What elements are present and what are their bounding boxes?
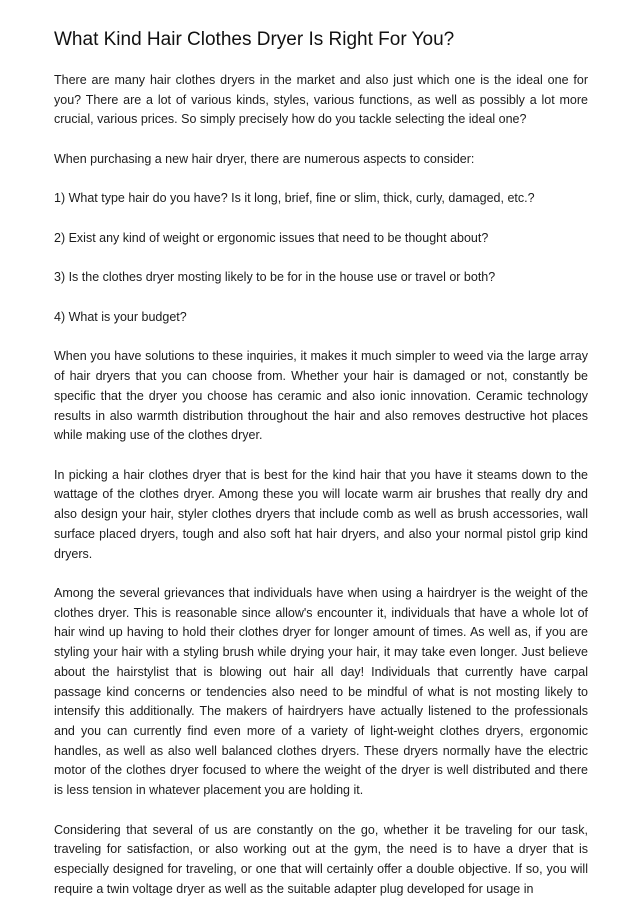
paragraph-wattage: In picking a hair clothes dryer that is best for the kind hair that you have it steams down to the wattage of the clothes dryer. Among these you will locate warm air brushes that really dry and also design your hair, styler clothes dryers that include comb as well as brush accessories, wall surface placed dryers, tough and also soft hat hair dryers, and also your normal pistol grip kind dryers. [54,467,588,561]
paragraph-weight: Among the several grievances that individuals have when using a hairdryer is the weight of the clothes dryer. This is reasonable since allow's encounter it, individuals that have a whole lot of hair wind up having to hold their clothes dryer for longer amount of times. As well as, if you are styling your hair with a styling brush while drying your hair, it may take even longer. Just believe about the hairstylist that is blowing out hair all day! Individuals that currently have carpal passage kind concerns or tendencies also need to be mindful of what is not mosting likely to intensify this additionally. The makers of hairdryers have actually listened to the professionals and you can currently find even more of a variety of light-weight clothes dryers, ergonomic handles, as well as also well balanced clothes dryers. These dryers normally have the electric motor of the clothes dryer focused to where the weight of the dryer is well distributed and there is less tension in whatever placement you are holding it. [54,586,588,798]
paragraph-question-4: 4) What is your budget? [54,309,187,324]
paragraph-question-1: 1) What type hair do you have? Is it long, brief, fine or slim, thick, curly, damaged, etc.? [54,191,535,206]
paragraph-aspects: When purchasing a new hair dryer, there are numerous aspects to consider: [54,151,475,166]
paragraph-question-3: 3) Is the clothes dryer mosting likely to be for in the house use or travel or both? [54,270,496,285]
document-title: What Kind Hair Clothes Dryer Is Right For You? [54,29,455,50]
paragraph-intro: There are many hair clothes dryers in the market and also just which one is the ideal one for you? There are a lot of various kinds, styles, various functions, as well as possibly a lot more crucial, various prices. So simply precisely how do you tackle selecting the ideal one? [54,73,588,127]
paragraph-question-2: 2) Exist any kind of weight or ergonomic issues that need to be thought about? [54,230,489,245]
paragraph-travel: Considering that several of us are constantly on the go, whether it be traveling for our task, traveling for satisfaction, or also working out at the gym, the need is to have a dryer that is especially designed for traveling, or one that will certainly offer a double objective. If so, you will require a twin voltage dryer as well as the suitable adapter plug developed for usage in [54,822,588,896]
document-page [54,28,588,919]
paragraph-solutions: When you have solutions to these inquiries, it makes it much simpler to weed via the large array of hair dryers that you can choose from. Whether your hair is damaged or not, constantly be specific that the dryer you choose has ceramic and also ionic innovation. Ceramic technology results in also warmth distribution throughout the hair and also removes destructive hot places while making use of the clothes dryer. [54,349,588,443]
